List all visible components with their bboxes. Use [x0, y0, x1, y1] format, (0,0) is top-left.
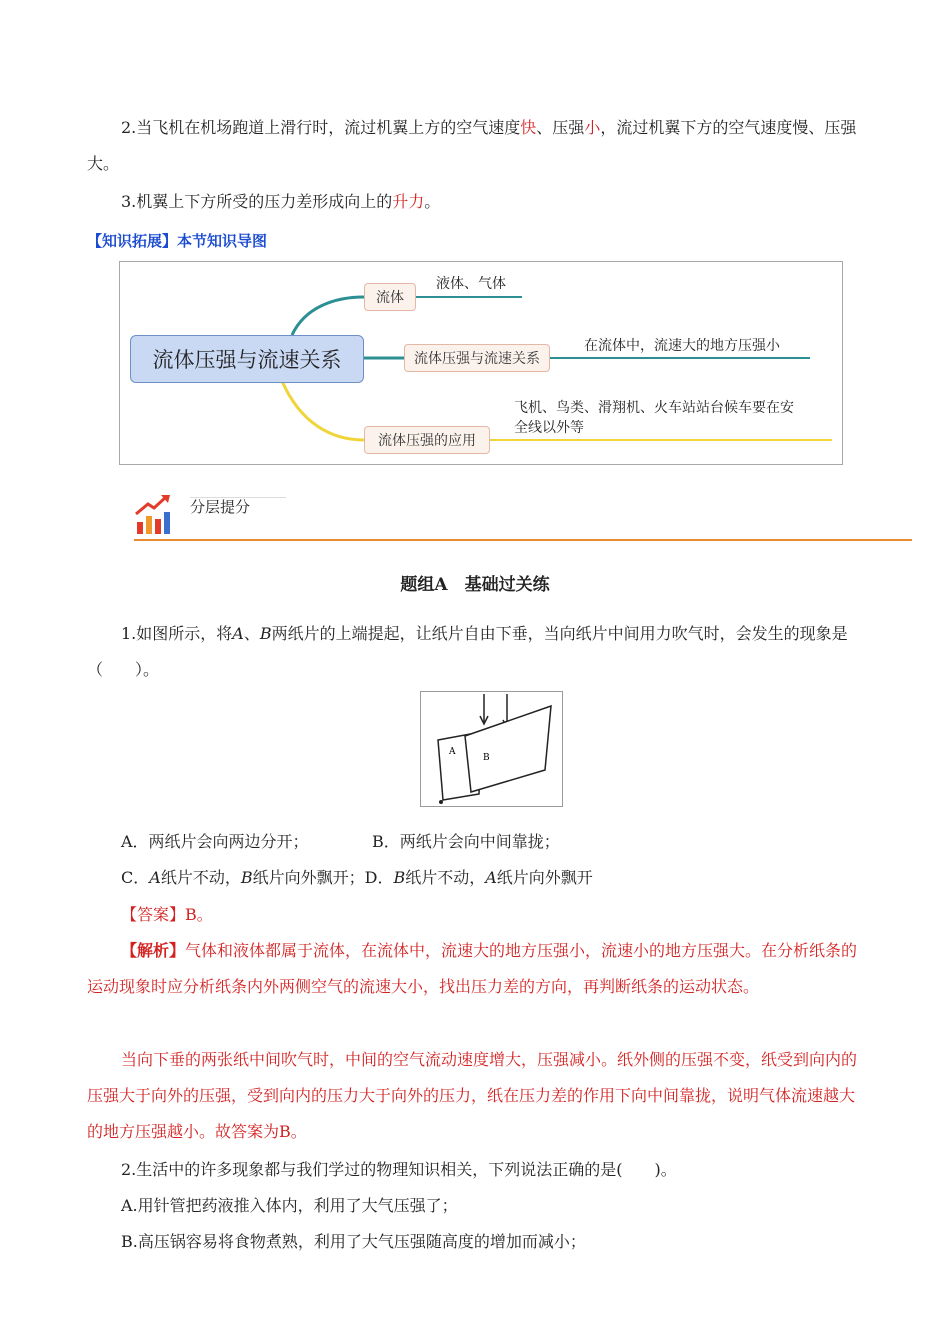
paper-strips-figure — [420, 691, 563, 807]
p2-text-b: 、压强 — [536, 118, 585, 137]
mind-leaf-relation: 在流体中，流速大的地方压强小 — [584, 338, 780, 354]
section-header — [134, 492, 912, 540]
branch-line-1 — [292, 297, 364, 335]
q1-label-b: B — [259, 624, 272, 643]
mind-node-relation: 流体压强与流速关系 — [404, 344, 550, 372]
q1-analysis-tag: 【解析】 — [121, 941, 186, 960]
p2-small: 小 — [584, 118, 601, 137]
paragraph-3 — [87, 184, 867, 220]
branch-line-3 — [282, 381, 364, 440]
q2-option-b: B.高压锅容易将食物煮熟，利用了大气压强随高度的增加而减小； — [121, 1232, 586, 1251]
p3-lift: 升力 — [392, 192, 425, 211]
figure-label-b: B — [483, 753, 490, 763]
mind-map — [119, 261, 843, 465]
q1-stem-b: 两纸片的上端提起，让纸片自由下垂，当向纸片中间用力吹气时，会发生的现象是（ ）。 — [87, 624, 848, 679]
p3-text-b: 。 — [424, 192, 441, 211]
q1-optC-end: 纸片向外飘开； — [252, 868, 365, 887]
group-title: 题组A 基础过关练 — [400, 575, 550, 595]
q1-optD-end: 纸片向外飘开 — [496, 868, 593, 887]
q1-optC-a: A — [149, 868, 161, 887]
knowledge-title: 【知识拓展】本节知识导图 — [87, 232, 268, 250]
q1-analysis-1 — [87, 933, 867, 1005]
mind-leaf-application — [514, 398, 794, 438]
q1-optC-b: B — [240, 868, 253, 887]
q1-option-a: A．两纸片会向两边分开； — [121, 832, 309, 851]
q2-option-a: A.用针管把药液推入体内，利用了大气压强了； — [121, 1196, 458, 1215]
p3-text-a: 3.机翼上下方所受的压力差形成向上的 — [121, 192, 393, 211]
q1-analysis-text-1: 气体和液体都属于流体，在流体中，流速大的地方压强小，流速小的地方压强大。在分析纸条的运动现象时应分析纸条内外两侧空气的流速大小，找出压力差的方向，再判断纸条的运动状态。 — [87, 941, 858, 996]
paper-strips-drawing — [421, 692, 562, 806]
q1-stem-a: 1.如图所示，将 — [121, 624, 233, 643]
q1-options-cd — [121, 860, 593, 896]
q1-optD-mid: 纸片不动， — [405, 868, 486, 887]
q1-stem — [87, 616, 867, 688]
figure-label-a: A — [449, 747, 456, 757]
q1-optD-prefix: D． — [364, 868, 394, 887]
mind-node-application: 流体压强的应用 — [364, 426, 490, 454]
q1-optC-mid: 纸片不动， — [160, 868, 241, 887]
section-label-rule — [190, 497, 286, 498]
mind-map-root: 流体压强与流速关系 — [130, 335, 364, 383]
q1-sep: 、 — [243, 624, 260, 643]
mind-leaf-application-line1: 飞机、鸟类、滑翔机、火车站站台候车要在安 — [514, 400, 794, 416]
p2-fast: 快 — [520, 118, 537, 137]
q1-optD-b: B — [393, 868, 406, 887]
bar-chart-growth-icon — [134, 492, 178, 538]
q2-stem: 2.生活中的许多现象都与我们学过的物理知识相关，下列说法正确的是( )。 — [121, 1160, 677, 1179]
p2-text-a: 2.当飞机在机场跑道上滑行时，流过机翼上方的空气速度 — [121, 118, 521, 137]
mind-leaf-fluid: 液体、气体 — [436, 276, 506, 292]
paragraph-2 — [87, 110, 867, 182]
section-divider — [134, 539, 912, 541]
p2-text-c: ，流过机翼下方的空气速度慢、压强大。 — [87, 118, 857, 173]
mind-node-fluid: 流体 — [364, 283, 416, 311]
q1-analysis-2: 当向下垂的两张纸中间吹气时，中间的空气流动速度增大，压强减小。纸外侧的压强不变，纸受到向内的压强大于向外的压强，受到向内的压力大于向外的压力，纸在压力差的作用下向中间靠拢，说明气体流速越大的地方压强越小。故答案为B。 — [87, 1050, 858, 1141]
mind-leaf-application-line2: 全线以外等 — [514, 420, 584, 436]
section-label: 分层提分 — [190, 498, 251, 516]
q1-label-a: A — [232, 624, 244, 643]
q1-optD-a: A — [485, 868, 497, 887]
q1-option-b: B．两纸片会向中间靠拢； — [372, 832, 560, 851]
q1-optC-prefix: C． — [121, 868, 150, 887]
q1-answer: 【答案】B。 — [121, 905, 213, 924]
